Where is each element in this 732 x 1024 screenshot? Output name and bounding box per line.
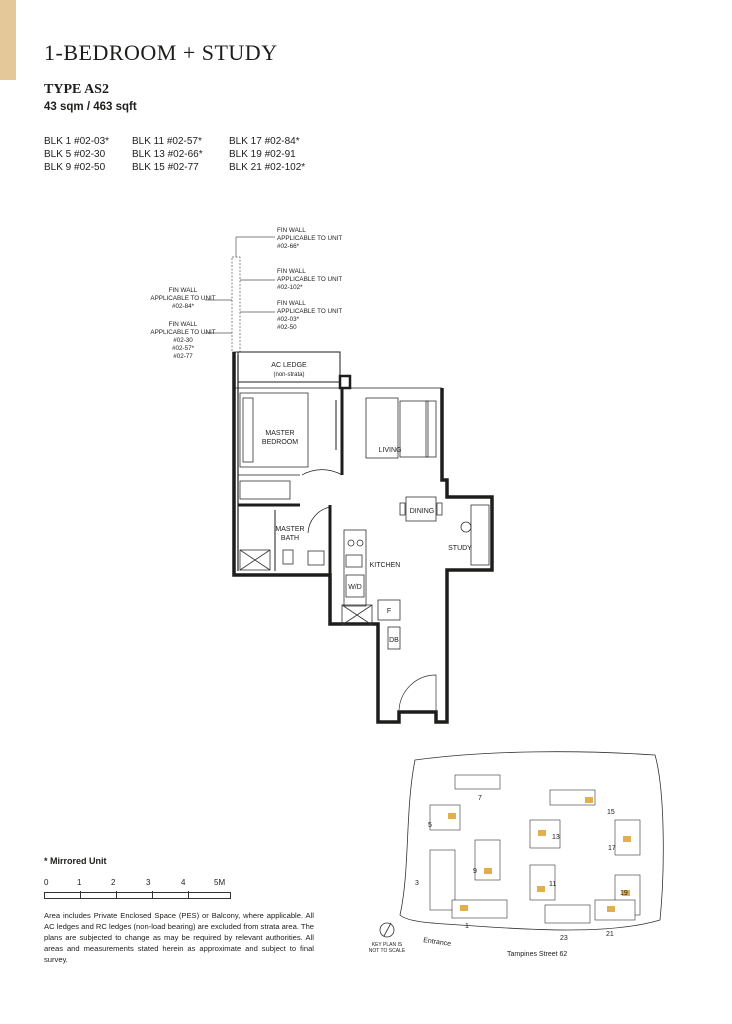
mirrored-unit-note: * Mirrored Unit: [44, 856, 107, 866]
room-label-master-bath: MASTER: [275, 526, 305, 533]
room-label-fridge: F: [386, 608, 392, 615]
scale-label: 1: [77, 878, 82, 887]
unit-item: BLK 17 #02-84*: [229, 136, 300, 147]
unit-list: [44, 136, 329, 173]
unit-item: BLK 5 #02-30: [44, 149, 106, 160]
scale-tick: [188, 891, 189, 898]
accent-bar: [0, 0, 16, 80]
compass-icon: [380, 923, 394, 937]
scale-label: 0: [44, 878, 49, 887]
fin-wall-label: APPLICABLE TO UNIT: [150, 329, 216, 336]
block-number: 9: [473, 868, 477, 875]
fin-wall-label: #02-102*: [277, 284, 303, 291]
scale-tick: [116, 891, 117, 898]
room-label-master-bedroom-2: BEDROOM: [261, 439, 299, 446]
ac-ledge-column: [340, 376, 350, 388]
scale-tick: [80, 891, 81, 898]
block-number: 5: [428, 822, 432, 829]
block-number: 13: [552, 834, 560, 841]
room-label-living: LIVING: [378, 447, 402, 454]
fin-wall-labels: [150, 227, 342, 360]
room-label-dining: DINING: [409, 508, 435, 515]
bath-fixtures: [240, 550, 324, 570]
fin-wall-label: #02-66*: [277, 243, 300, 250]
fin-wall-label: #02-50: [277, 324, 297, 331]
room-label-ac-ledge-note: (non-strata): [273, 372, 305, 378]
scale-label: 2: [111, 878, 116, 887]
block-number: 15: [607, 809, 615, 816]
unit-area: 43 sqm / 463 sqft: [44, 101, 137, 113]
room-label-kitchen: KITCHEN: [369, 562, 401, 569]
key-plan-note: NOT TO SCALE: [368, 948, 406, 954]
scale-tick: [152, 891, 153, 898]
unit-item: BLK 11 #02-57*: [132, 136, 202, 147]
page-title: 1-BEDROOM + STUDY: [44, 40, 278, 65]
fin-wall-label: FIN WALL: [168, 321, 198, 328]
unit-item: BLK 15 #02-77: [132, 162, 199, 173]
room-label-master-bath-2: BATH: [280, 535, 300, 542]
block-number: 21: [606, 931, 614, 938]
scale-label: 4: [181, 878, 186, 887]
block-number: 11: [549, 881, 557, 888]
block-number: 7: [478, 795, 482, 802]
scale-bar-rect: [44, 892, 231, 899]
study-desk: [461, 505, 489, 565]
fin-wall-label: APPLICABLE TO UNIT: [277, 308, 343, 315]
fin-wall-label: #02-03*: [277, 316, 300, 323]
entrance-label: Entrance: [422, 937, 452, 948]
scale-bar: [44, 878, 239, 908]
outer-walls: [234, 352, 492, 722]
street-label: Tampines Street 62: [507, 951, 568, 958]
block-number: 3: [415, 880, 419, 887]
unit-item: BLK 21 #02-102*: [229, 162, 306, 173]
fin-wall-label: #02-84*: [171, 303, 195, 310]
block-number: 1: [465, 923, 469, 930]
entrance-door: [399, 675, 436, 712]
fin-wall-label: FIN WALL: [277, 268, 306, 275]
room-label-db: DB: [389, 637, 399, 644]
fin-wall-label: FIN WALL: [277, 300, 306, 307]
scale-label: 3: [146, 878, 151, 887]
unit-item: BLK 13 #02-66*: [132, 149, 203, 160]
fin-wall-label: APPLICABLE TO UNIT: [277, 235, 343, 242]
disclaimer: Area includes Private Enclosed Space (PES) or Balcony, where applicable. All AC ledges and RC ledges (non-load bearing) are excluded from strata area. The plans are subjected to change as may be required by relevant authorities. All areas and measurements stated herein as approximate and subject to final survey.: [44, 911, 315, 964]
room-label-ac-ledge: AC LEDGE: [271, 362, 307, 369]
fin-wall-label: APPLICABLE TO UNIT: [150, 295, 216, 302]
block-number: 17: [608, 845, 616, 852]
fin-wall-label: #02-30: [173, 337, 193, 344]
unit-type: TYPE AS2: [44, 82, 109, 97]
block-number: 23: [560, 935, 568, 942]
fin-wall-label: #02-77: [173, 353, 193, 360]
block-number: 19: [620, 890, 628, 897]
unit-item: BLK 1 #02-03*: [44, 136, 110, 147]
fin-wall-label: FIN WALL: [277, 227, 306, 234]
fin-wall-label: APPLICABLE TO UNIT: [277, 276, 343, 283]
fin-wall-label: FIN WALL: [168, 287, 198, 294]
unit-item: BLK 19 #02-91: [229, 149, 296, 160]
floor-plan: [110, 225, 510, 730]
fin-wall-label: #02-57*: [171, 345, 195, 352]
bed: [240, 393, 308, 499]
key-plan-note: KEY PLAN IS: [371, 942, 403, 948]
room-label-study: STUDY: [448, 545, 472, 552]
scale-label: 5M: [214, 878, 226, 887]
room-label-wd: W/D: [348, 584, 362, 591]
room-label-master-bedroom: MASTER: [265, 430, 295, 437]
unit-item: BLK 9 #02-50: [44, 162, 106, 173]
key-plan: [360, 750, 680, 965]
